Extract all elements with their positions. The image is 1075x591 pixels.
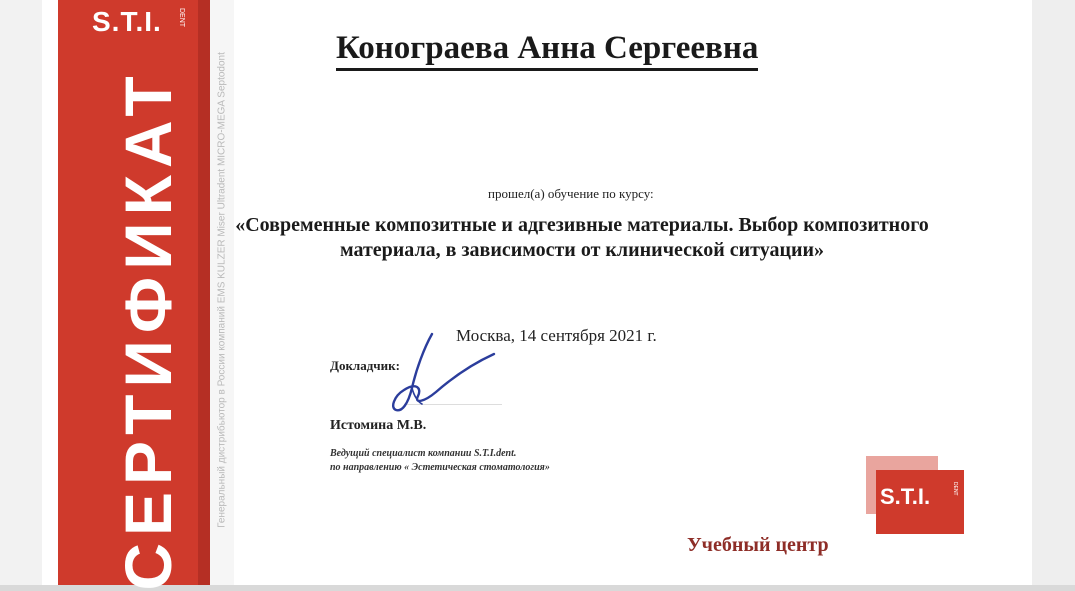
speaker-name: Истомина М.В.: [330, 418, 427, 433]
brand-logo-bottom: [866, 456, 966, 536]
speaker-label: Докладчик:: [330, 358, 400, 373]
speaker-role: [330, 447, 550, 474]
recipient-name: Конограева Анна Сергеевна: [336, 30, 758, 71]
distributor-vertical-text: Генеральный дистрибьютор в России компаний EMS KULZER Miser Ultradent MICRO-MEGA Septodont: [216, 52, 228, 528]
brand-logo-top-subtext: DENT: [178, 8, 185, 28]
brand-logo-top: S.T.I.: [92, 6, 162, 37]
speaker-role-line-2: по направлению « Эстетическая стоматология»: [330, 461, 550, 473]
speaker-role-line-1: Ведущий специалист компании S.T.I.dent.: [330, 448, 517, 459]
background-edge-left: [0, 0, 42, 585]
training-center-label: Учебный центр: [687, 534, 829, 556]
red-band-shadow: [198, 0, 210, 585]
signature-icon: [372, 326, 502, 421]
background-edge-right: [1032, 0, 1075, 585]
course-title: «Современные композитные и адгезивные материалы. Выбор композитного материала, в зависимости от клинической ситуации»: [235, 214, 929, 261]
date-line: Москва, 14 сентября 2021 г.: [456, 326, 657, 345]
logo-bottom-subtext: DENT: [952, 482, 958, 496]
course-intro: прошел(а) обучение по курсу:: [488, 186, 654, 201]
certificate-vertical-title: СЕРТИФИКАТ: [111, 69, 185, 591]
logo-bottom-text: S.T.I.: [880, 484, 931, 509]
